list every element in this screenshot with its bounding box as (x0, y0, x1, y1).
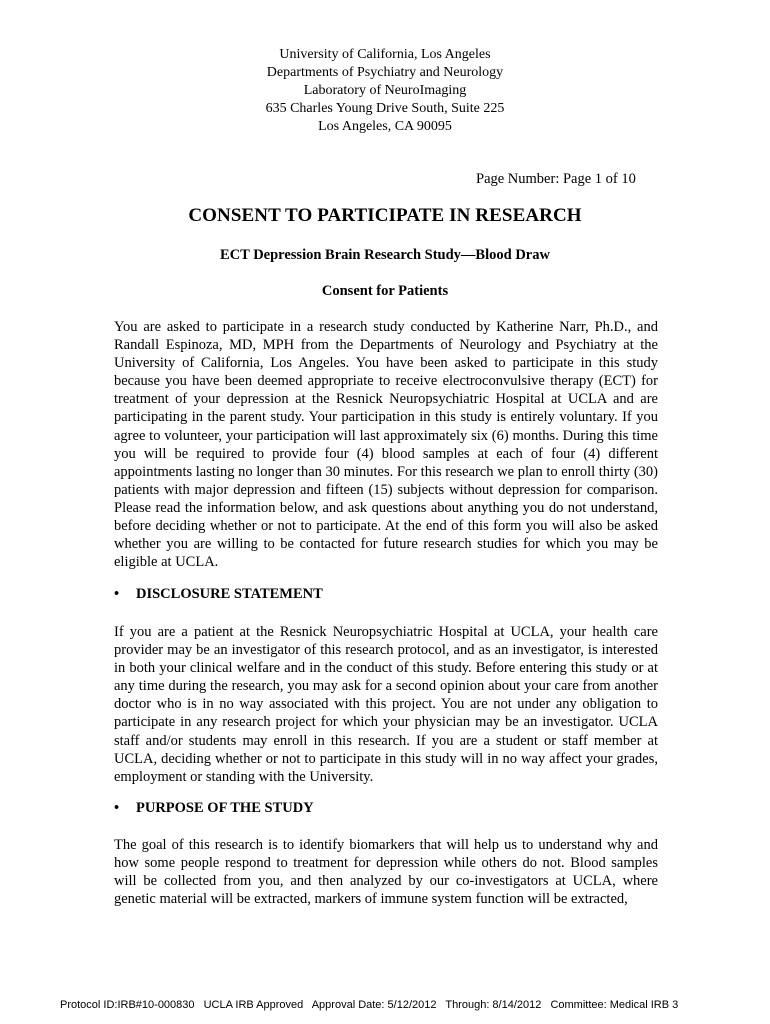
intro-paragraph: You are asked to participate in a research study conducted by Katherine Narr, Ph.D., and Randall Espinoza, MD, MPH from the Departments of Neurology and Psychiatry at the University of California, Los Angeles. You have been asked to participate in this study because you have been deemed appropriate to receive electroconvulsive therapy (ECT) for treatment of your depression at the Resnick Neuropsychiatric Hospital at UCLA and are participating in the parent study. Your participation in this study is entirely voluntary. If you agree to volunteer, your participation will last approximately six (6) months. During this time you will be required to provide four (4) blood samples at each of four (4) different appointments lasting no longer than 30 minutes. For this research we plan to enroll thirty (30) patients with major depression and fifteen (15) subjects without depression for comparison. Please read the information below, and ask questions about anything you do not understand, before deciding whether or not to participate. At the end of this form you will also be asked whether you are willing to be contacted for future research studies for which you may be eligible at UCLA. (114, 319, 658, 571)
irb-approved: UCLA IRB Approved (203, 999, 304, 1011)
irb-footer (60, 999, 710, 1011)
approval-through: Through: 8/14/2012 (445, 999, 542, 1011)
study-subtitle: ECT Depression Brain Research Study—Blood Draw (220, 247, 550, 263)
section-heading-text: DISCLOSURE STATEMENT (136, 586, 323, 602)
section-heading-disclosure (114, 586, 323, 603)
document-title: CONSENT TO PARTICIPATE IN RESEARCH (188, 205, 582, 226)
irb-committee: Committee: Medical IRB 3 (550, 999, 679, 1011)
approval-date: Approval Date: 5/12/2012 (311, 999, 437, 1011)
page-number: Page Number: Page 1 of 10 (476, 171, 636, 187)
purpose-paragraph: The goal of this research is to identify biomarkers that will help us to understand why and how some people respond to treatment for depression while others do not. Blood samples will be collected from you, and then analyzed by our co-investigators at UCLA, where genetic material will be extracted, markers of immune system function will be extracted, (114, 837, 658, 908)
address-line-street: 635 Charles Young Drive South, Suite 225 (265, 101, 505, 116)
address-line-city: Los Angeles, CA 90095 (318, 119, 452, 134)
disclosure-paragraph: If you are a patient at the Resnick Neuropsychiatric Hospital at UCLA, your health care provider may be an investigator of this research protocol, and as an investigator, is interested in both your clinical welfare and in the conduct of this study. Before entering this study or at any time during the research, you may ask for a second opinion about your care from another doctor who is in no way associated with this project. You are not under any obligation to participate in any research project for which your physician may be an investigator. UCLA staff and/or students may enroll in this research. If you are a student or staff member at UCLA, deciding whether or not to participate in this study will in no way affect your grades, employment or standing with the University. (114, 624, 658, 785)
bullet-icon: • (114, 800, 120, 816)
protocol-id: Protocol ID:IRB#10-000830 (60, 999, 195, 1011)
section-heading-purpose (114, 800, 314, 817)
address-line-laboratory: Laboratory of NeuroImaging (303, 83, 467, 98)
address-line-university: University of California, Los Angeles (279, 47, 491, 62)
section-heading-text: PURPOSE OF THE STUDY (136, 800, 314, 816)
consent-audience: Consent for Patients (321, 283, 449, 299)
address-line-departments: Departments of Psychiatry and Neurology (266, 65, 504, 80)
bullet-icon: • (114, 586, 120, 602)
institution-address (0, 46, 770, 136)
